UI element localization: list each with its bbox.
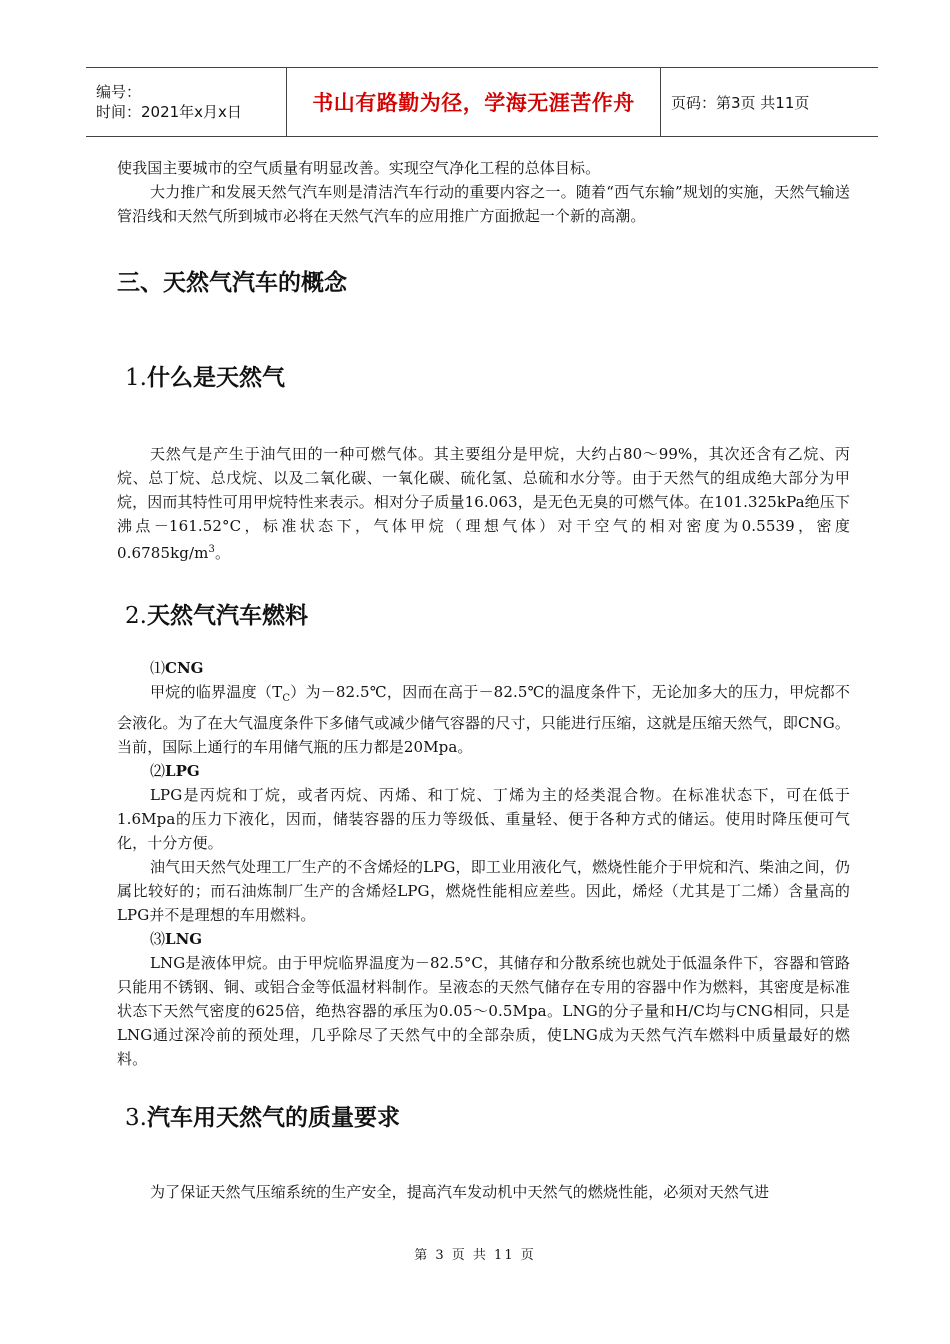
- paragraph-promotion: 大力推广和发展天然气汽车则是清洁汽车行动的重要内容之一。随着“西气东输”规划的实施，天然气输送管沿线和天然气所到城市必将在天然气汽车的应用推广方面掀起一个新的高潮。: [117, 183, 850, 225]
- item-marker: ⑴: [150, 659, 166, 677]
- paragraph-quality-requirements: 为了保证天然气压缩系统的生产安全，提高汽车发动机中天然气的燃烧性能，必须对天然气进: [150, 1183, 770, 1201]
- header-motto: 书山有路勤为径，学海无涯苦作舟: [312, 91, 635, 115]
- paragraph-lpg: LPG是丙烷和丁烷，或者丙烷、丙烯、和丁烷、丁烯为主的烃类混合物。在标准状态下，可在低于1.6Mpa的压力下液化，因而，储装容器的压力等级低、重量轻、便于各种方式的储运。使用时降压便可气化，十分方便。: [117, 786, 850, 852]
- header-page-cell: [661, 68, 879, 137]
- subsection-title: 汽车用天然气的质量要求: [146, 1105, 400, 1131]
- subscript: C: [282, 693, 291, 704]
- subsection-number: 1.: [125, 365, 147, 391]
- header-page-label: 页码：第3页 共11页: [671, 93, 810, 112]
- paragraph-text: ）为－82.5℃，因而在高于－82.5℃的温度条件下，无论加多大的压力，甲烷都不会液化。为了在大气温度条件下多储气或减少储气容器的尺寸，只能进行压缩，这就是压缩天然气，即CNG。当前，国际上通行的车用储气瓶的压力都是20Mpa。: [117, 683, 851, 756]
- subsection-heading-1: [117, 359, 850, 392]
- document-number-label: 编号：: [96, 83, 142, 101]
- paragraph-end: 。: [214, 544, 231, 562]
- document-body: [117, 156, 850, 1204]
- item-marker: ⑶: [150, 930, 166, 948]
- paragraph-lpg-quality: 油气田天然气处理工厂生产的不含烯烃的LPG，即工业用液化气，燃烧性能介于甲烷和汽、柴油之间，仍属比较好的；而石油炼制厂生产的含烯烃LPG，燃烧性能相应差些。因此，烯烃（尤其是丁二烯）含量高的LPG并不是理想的车用燃料。: [117, 858, 850, 924]
- page-header: [86, 67, 878, 137]
- document-time-label: 时间：2021年x月x日: [96, 103, 242, 121]
- paragraph-lng: LNG是液体甲烷。由于甲烷临界温度为－82.5°C，其储存和分散系统也就处于低温条件下，容器和管路只能用不锈钢、铜、或铝合金等低温材料制作。呈液态的天然气储存在专用的容器中作为燃料，其密度是标准状态下天然气密度的625倍，绝热容器的承压为0.05～0.5Mpa。LNG的分子量和H/C均与CNG相同，只是LNG通过深冷前的预处理，几乎除尽了天然气中的全部杂质，使LNG成为天然气汽车燃料中质量最好的燃料。: [117, 954, 850, 1068]
- item-marker: ⑵: [150, 762, 166, 780]
- subsection-title: 天然气汽车燃料: [146, 603, 308, 629]
- subsection-title: 什么是天然气: [146, 365, 285, 391]
- header-meta-cell: [86, 68, 287, 137]
- paragraph-air-quality: 使我国主要城市的空气质量有明显改善。实现空气净化工程的总体目标。: [117, 159, 601, 177]
- paragraph-text: 天然气是产生于油气田的一种可燃气体。其主要组分是甲烷，大约占80～99%，其次还含有乙烷、丙烷、总丁烷、总戊烷、以及二氧化碳、一氧化碳、硫化氢、总硫和水分等。由于天然气的组成绝大部分为甲烷，因而其特性可用甲烷特性来表示。相对分子质量16.063，是无色无臭的可燃气体。在101.325kPa绝压下沸点－161.52°C，标准状态下，气体甲烷（理想气体）对干空气的相对密度为0.5539，密度0.6785kg/m: [117, 445, 850, 562]
- paragraph-text: 甲烷的临界温度（T: [150, 683, 283, 701]
- item-heading-lpg: [117, 759, 850, 783]
- superscript: 3: [208, 544, 215, 555]
- subsection-number: 3.: [125, 1105, 147, 1131]
- item-label: CNG: [165, 659, 204, 677]
- item-label: LPG: [165, 762, 200, 780]
- item-heading-cng: [117, 656, 850, 680]
- page-footer: 第 3 页 共 11 页: [414, 1248, 536, 1263]
- item-heading-lng: [117, 927, 850, 951]
- paragraph-cng: [117, 680, 850, 759]
- header-motto-cell: [287, 68, 661, 137]
- section-heading: 三、天然气汽车的概念: [117, 270, 347, 296]
- subsection-number: 2.: [125, 603, 147, 629]
- item-label: LNG: [165, 930, 203, 948]
- paragraph-natural-gas-definition: [117, 442, 850, 565]
- subsection-heading-2: [117, 597, 850, 630]
- subsection-heading-3: [117, 1099, 850, 1132]
